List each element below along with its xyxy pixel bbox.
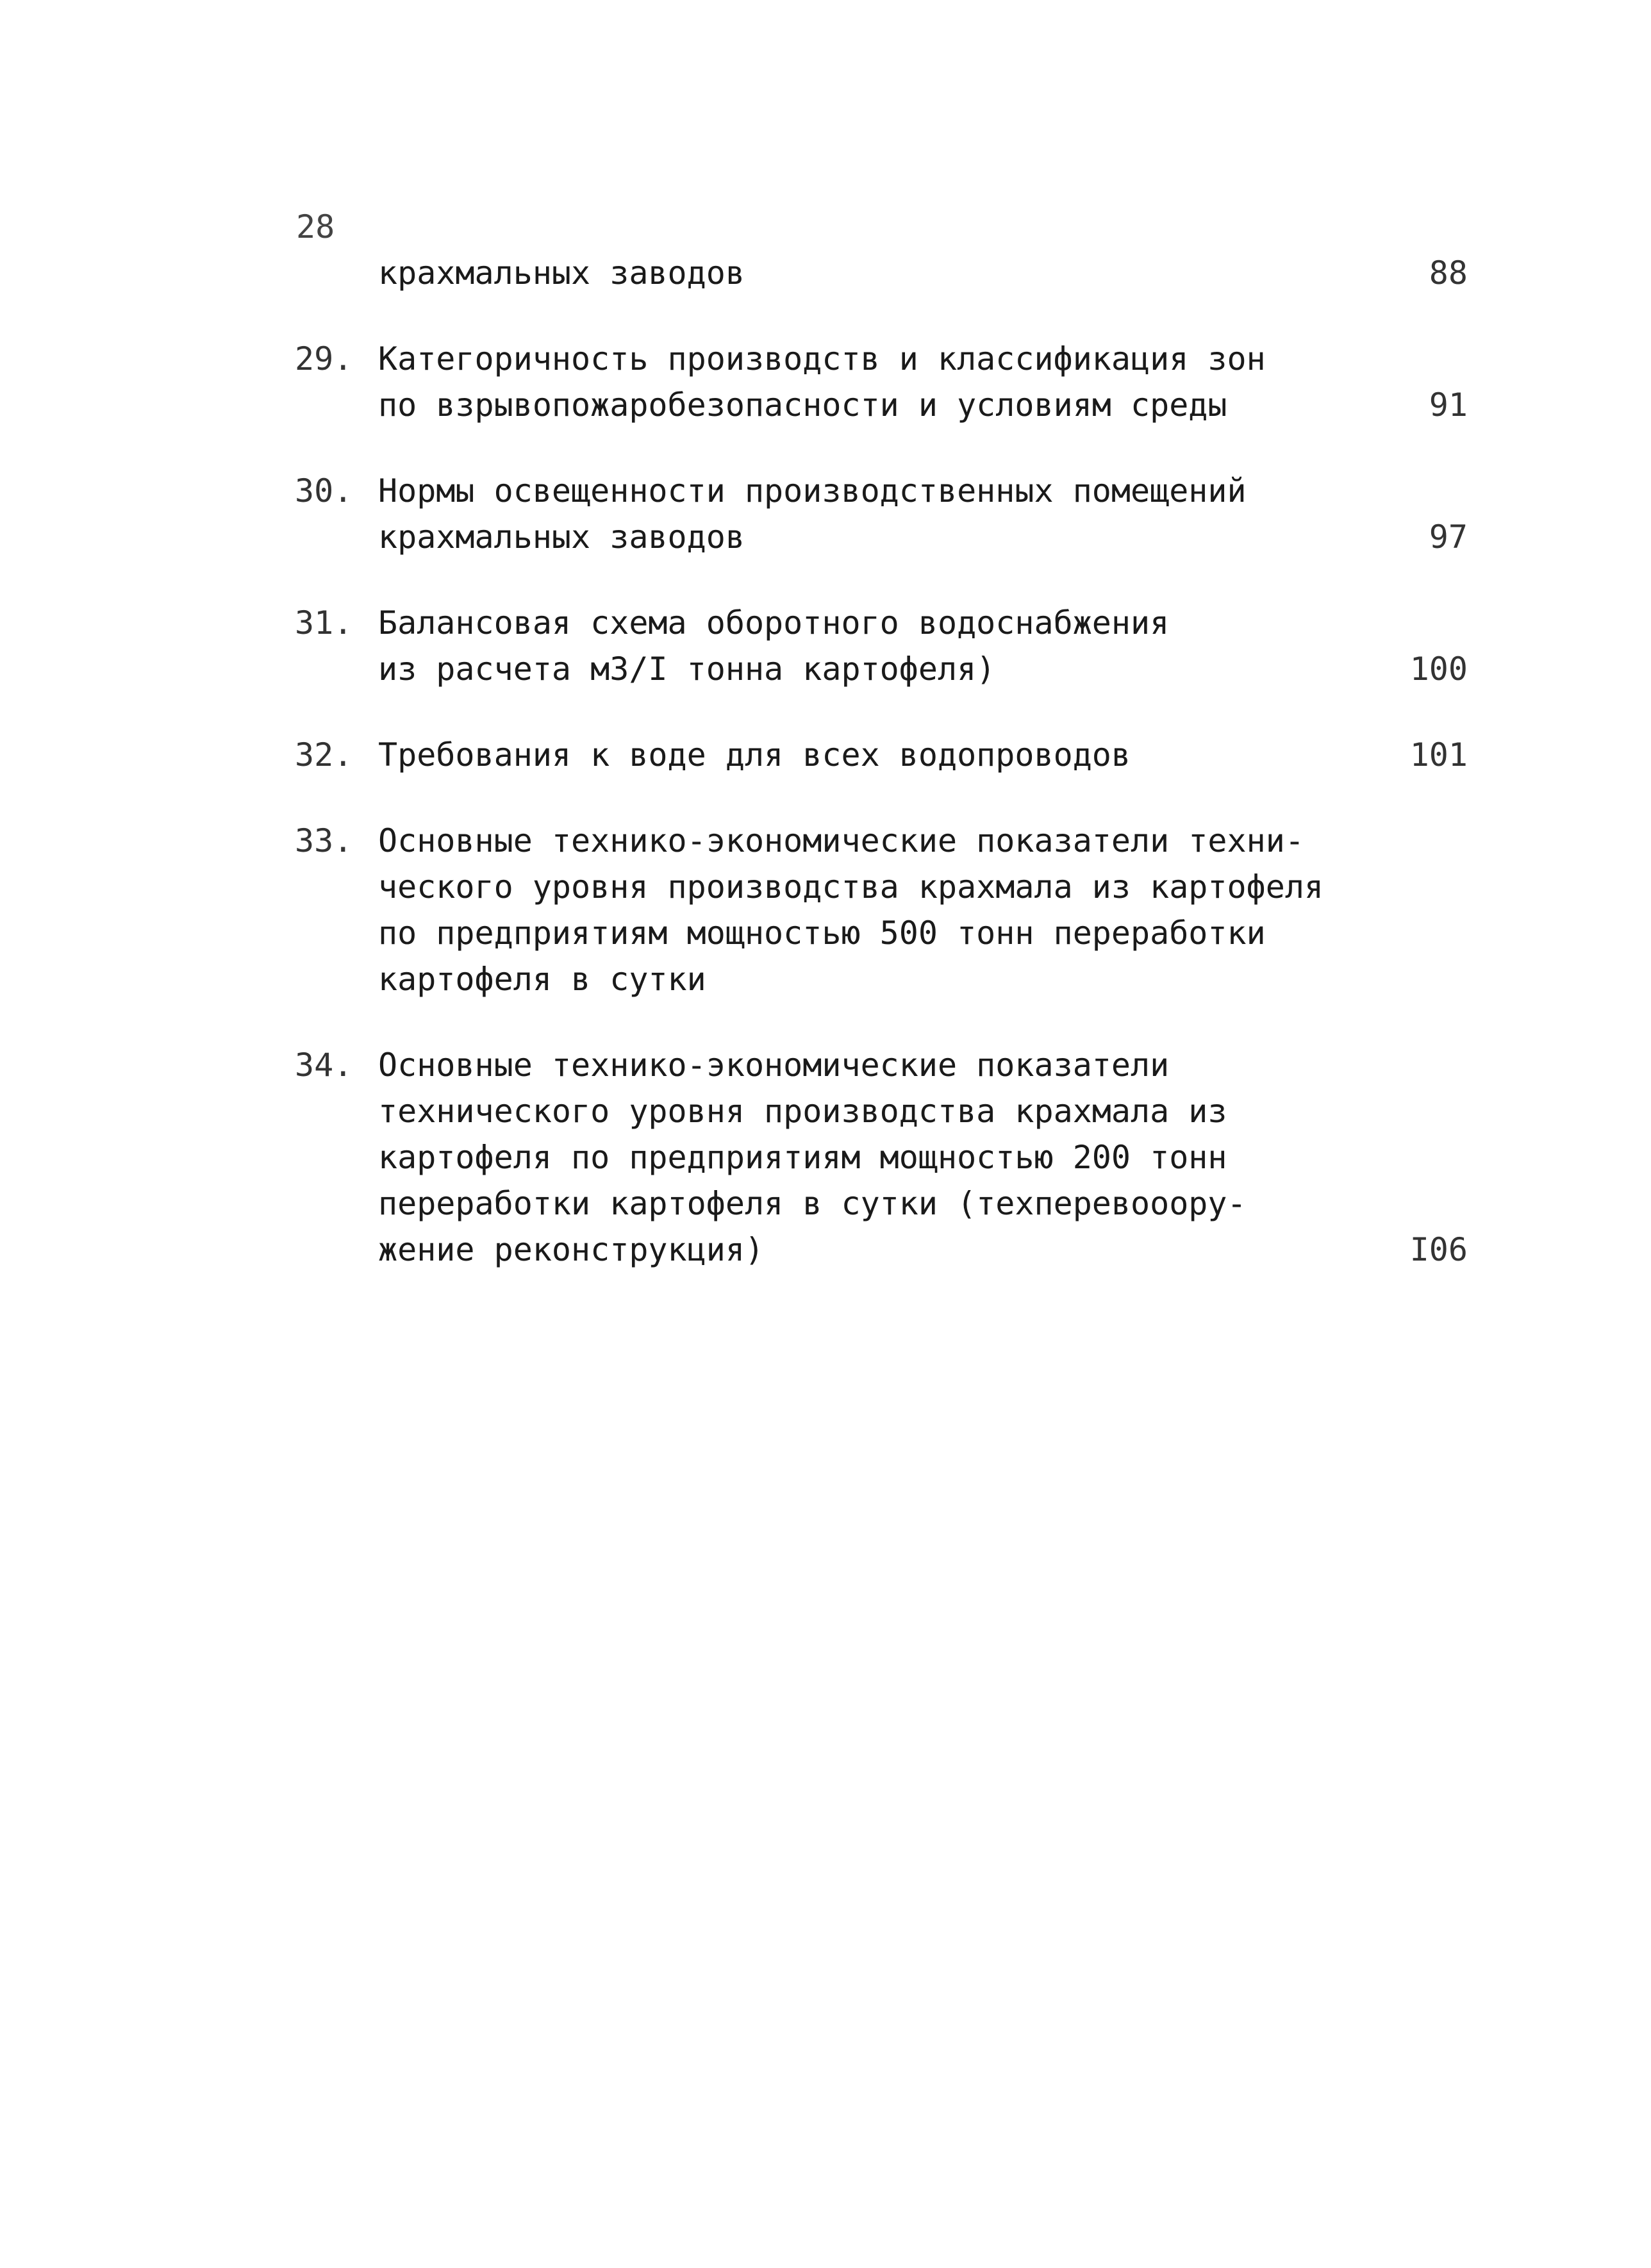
toc-entry-line: Требования к воде для всех водопроводов xyxy=(378,736,1131,774)
toc-entry-page: 100 xyxy=(1409,650,1468,688)
toc-entry-line: Категоричность производств и классификация зон xyxy=(378,340,1266,377)
toc-entry-line: картофеля по предприятиям мощностью 200 тонн xyxy=(378,1139,1227,1176)
toc-entry-line: картофеля в сутки xyxy=(378,961,706,998)
toc-entry xyxy=(282,468,1538,560)
toc-entry-page: 101 xyxy=(1409,736,1468,774)
toc-entry-page: I06 xyxy=(1409,1231,1468,1268)
toc-entry-line: по предприятиям мощностью 500 тонн переработки xyxy=(378,915,1266,952)
toc-entry-line: Нормы освещенности производственных помещений xyxy=(378,472,1247,509)
toc-entry-title xyxy=(378,250,1416,296)
table-of-contents xyxy=(282,250,1538,1312)
toc-entry-page: 97 xyxy=(1429,518,1468,556)
toc-entry xyxy=(282,1042,1538,1273)
toc-entry-line: Основные технико-экономические показатели техни- xyxy=(378,822,1304,859)
toc-entry-number: 31. xyxy=(295,604,353,641)
toc-entry-title xyxy=(378,468,1416,560)
toc-entry-line: по взрывопожаробезопасности и условиям среды xyxy=(378,386,1227,424)
toc-entry xyxy=(282,250,1538,296)
toc-entry-line: технического уровня производства крахмала из xyxy=(378,1093,1227,1130)
toc-entry-number: 34. xyxy=(295,1047,353,1084)
toc-entry-line: жение реконструкция) xyxy=(378,1231,765,1268)
toc-entry-line: крахмальных заводов xyxy=(378,254,745,292)
toc-entry-title xyxy=(378,818,1416,1002)
toc-entry-page: 88 xyxy=(1429,254,1468,292)
toc-entry-line: из расчета м3/I тонна картофеля) xyxy=(378,650,996,688)
toc-entry-number: 30. xyxy=(295,472,353,509)
toc-entry-line: крахмальных заводов xyxy=(378,518,745,556)
toc-entry xyxy=(282,336,1538,428)
toc-entry-page: 91 xyxy=(1429,386,1468,424)
toc-entry-line: Основные технико-экономические показатели xyxy=(378,1047,1170,1084)
toc-entry-line: Балансовая схема оборотного водоснабжения xyxy=(378,604,1170,641)
toc-entry-title xyxy=(378,600,1416,692)
toc-entry-title xyxy=(378,732,1416,778)
toc-entry-line: переработки картофеля в сутки (техперевооору- xyxy=(378,1185,1247,1222)
toc-entry xyxy=(282,600,1538,692)
toc-entry-number: 33. xyxy=(295,822,353,859)
toc-entry-number: 29. xyxy=(295,340,353,377)
toc-entry xyxy=(282,732,1538,778)
toc-entry-title xyxy=(378,1042,1416,1273)
toc-entry-number: 32. xyxy=(295,736,353,774)
page-number: 28 xyxy=(296,208,335,245)
toc-entry xyxy=(282,818,1538,1002)
toc-entry-title xyxy=(378,336,1416,428)
toc-entry-line: ческого уровня производства крахмала из картофеля xyxy=(378,868,1324,906)
